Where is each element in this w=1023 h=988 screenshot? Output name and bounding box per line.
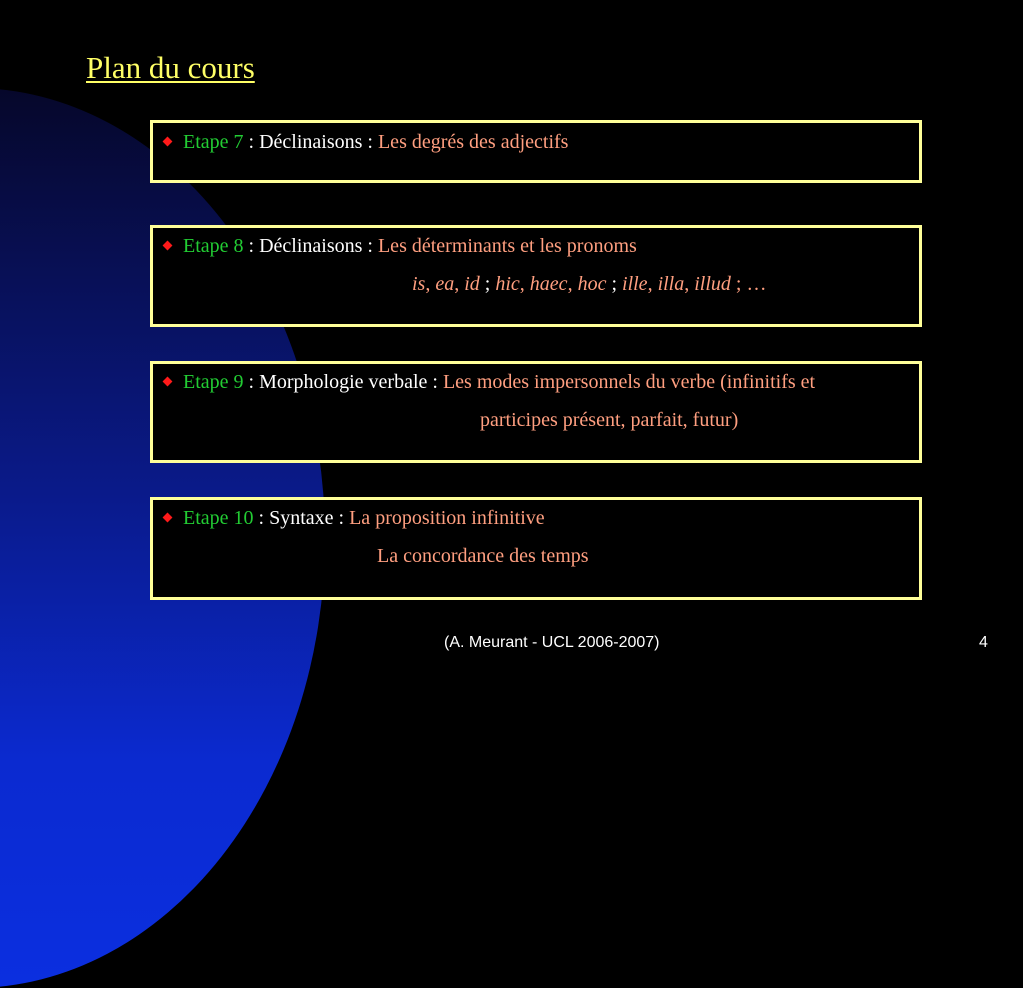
diamond-bullet-icon [163, 241, 173, 251]
step-category: Morphologie verbale [259, 371, 428, 393]
page-title: Plan du cours [86, 50, 255, 85]
step-label: Etape 9 [183, 371, 244, 393]
step-detail: La proposition infinitive [349, 507, 545, 529]
footer-credit: (A. Meurant - UCL 2006-2007) [444, 634, 660, 651]
step-box-8: Etape 8 : Déclinaisons : Les déterminants et les pronoms is, ea, id ; hic, haec, hoc ; ille, illa, illud ; … [150, 225, 922, 327]
step-label: Etape 8 [183, 235, 244, 257]
step-category: Déclinaisons [259, 235, 363, 257]
step-detail: Les modes impersonnels du verbe (infinitifs et [442, 371, 816, 393]
step-detail-continued: La concordance des temps [377, 545, 589, 567]
pronoun-list: is, ea, id ; hic, haec, hoc ; ille, illa, illud ; … [412, 273, 767, 295]
step-label: Etape 7 [183, 131, 244, 153]
step-detail: Les déterminants et les pronoms [377, 235, 637, 257]
step-box-7: Etape 7 : Déclinaisons : Les degrés des adjectifs [150, 120, 922, 183]
step-detail: Les degrés des adjectifs [377, 131, 569, 153]
step-label: Etape 10 [183, 507, 254, 529]
diamond-bullet-icon [163, 137, 173, 147]
diamond-bullet-icon [163, 377, 173, 387]
step-detail-continued: participes présent, parfait, futur) [480, 409, 739, 431]
step-box-10: Etape 10 : Syntaxe : La proposition infinitive La concordance des temps [150, 497, 922, 600]
step-box-9: Etape 9 : Morphologie verbale : Les modes impersonnels du verbe (infinitifs et participes présent, parfait, futur) [150, 361, 922, 463]
step-category: Déclinaisons [259, 131, 363, 153]
page-number: 4 [979, 634, 988, 651]
diamond-bullet-icon [163, 513, 173, 523]
step-category: Syntaxe [269, 507, 334, 529]
